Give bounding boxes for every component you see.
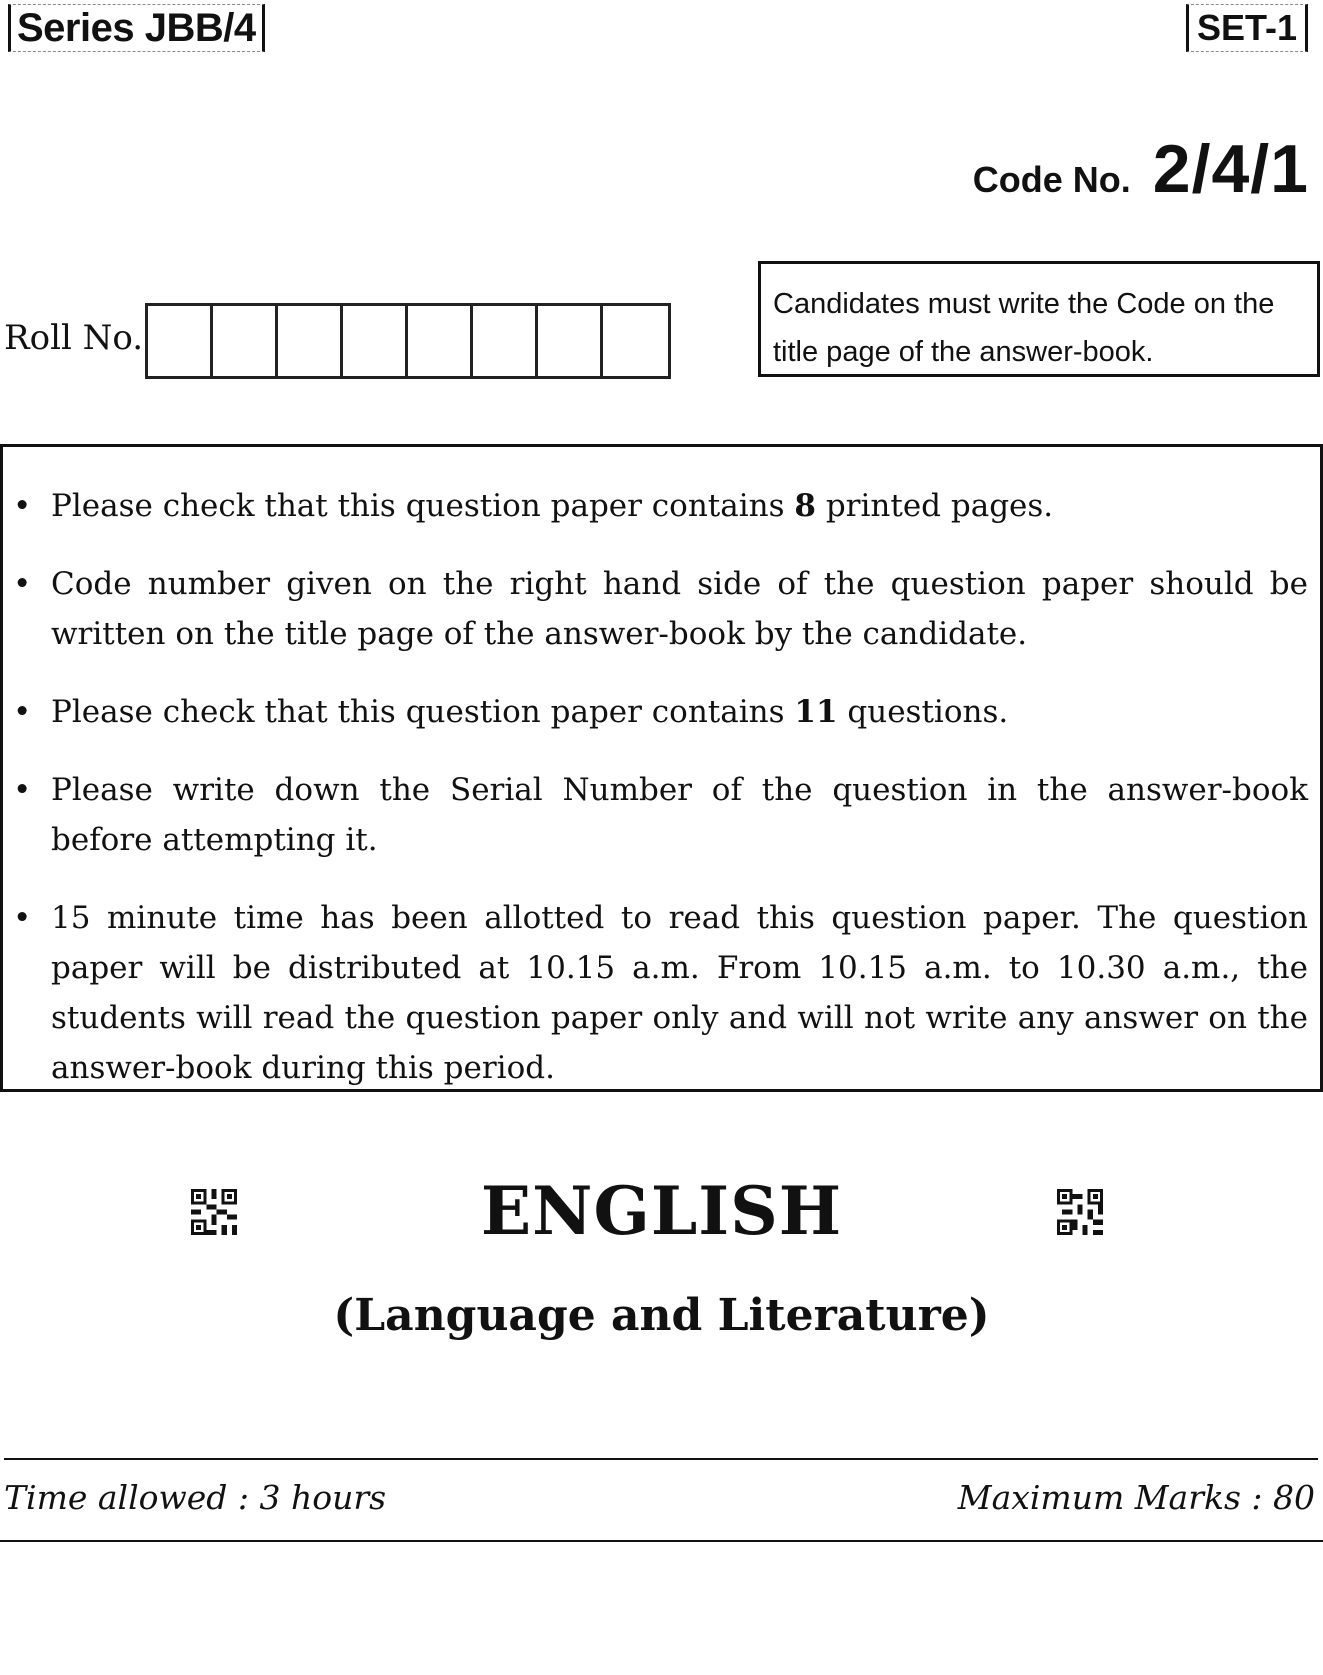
set-label: SET-1 [1186, 4, 1308, 52]
code-instruction-line: Candidates must write the Code on the [773, 288, 1275, 320]
bullet-icon: • [13, 694, 32, 730]
roll-number-box [343, 306, 408, 376]
bullet-icon: • [13, 566, 32, 602]
roll-number-box [148, 306, 213, 376]
bullet-icon: • [13, 900, 32, 936]
code-instruction-box [758, 261, 1320, 377]
instruction-item: • Please check that this question paper contains 8 printed pages. [13, 481, 1308, 531]
roll-number-label: Roll No. [4, 318, 144, 358]
subject-subtitle: (Language and Literature) [333, 1290, 990, 1341]
roll-number-boxes [145, 303, 671, 379]
bullet-icon: • [13, 772, 32, 808]
maximum-marks: Maximum Marks : 80 [957, 1478, 1315, 1517]
roll-number-box [213, 306, 278, 376]
code-value: 2/4/1 [1152, 131, 1309, 207]
code-instruction-line: title page of the answer-book. [773, 336, 1154, 368]
roll-number-box [538, 306, 603, 376]
instruction-item: • Code number given on the right hand side of the question paper should be written on the title page of the answer-book by the candidate. [13, 559, 1308, 659]
code-label: Code No. [972, 159, 1131, 200]
divider [4, 1458, 1318, 1460]
roll-number-box [603, 306, 668, 376]
roll-number-box [473, 306, 538, 376]
bullet-icon: • [13, 488, 32, 524]
roll-number-box [408, 306, 473, 376]
instruction-item: • Please check that this question paper contains 11 questions. [13, 687, 1308, 737]
time-allowed: Time allowed : 3 hours [4, 1478, 387, 1517]
code-number [973, 130, 1309, 210]
series-label: Series JBB/4 [8, 4, 265, 52]
roll-number-box [278, 306, 343, 376]
instructions-box [0, 444, 1323, 1092]
divider [0, 1540, 1323, 1542]
subject-title: ENGLISH [480, 1172, 843, 1250]
instruction-item: • Please write down the Serial Number of the question in the answer-book before attempting it. [13, 765, 1308, 865]
instruction-item: • 15 minute time has been allotted to read this question paper. The question paper will be distributed at 10.15 a.m. From 10.15 a.m. to 10.30 a.m., the students will read the question paper only and will not write any answer on the answer-book during this period. [13, 893, 1308, 1093]
instructions-list [13, 481, 1308, 1093]
